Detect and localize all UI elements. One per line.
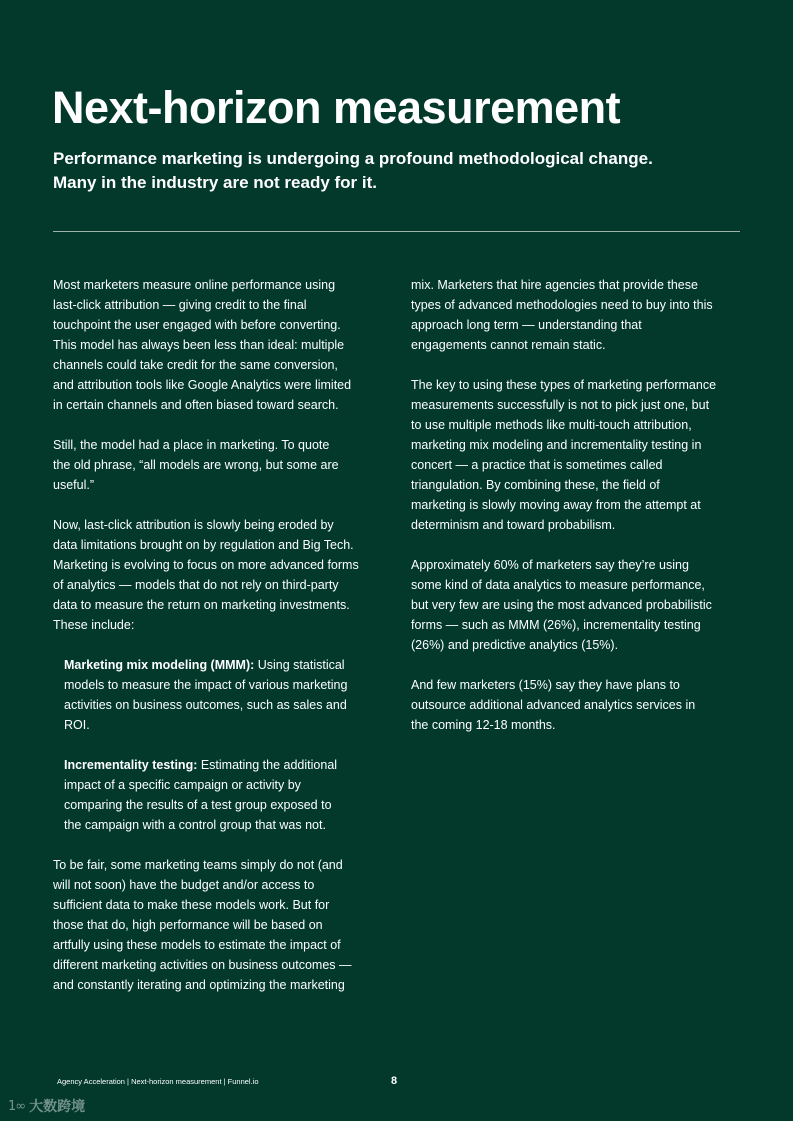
paragraph-last-click	[53, 275, 393, 415]
text-line: ROI.	[64, 718, 90, 732]
watermark	[8, 1096, 85, 1116]
text-line: The key to using these types of marketing performance	[411, 378, 717, 392]
text-line: determinism and toward probabilism.	[411, 518, 616, 532]
title-divider	[53, 231, 740, 232]
text-line: measurements successfully is not to pick just one, but	[411, 398, 710, 412]
text-line: those that do, high performance will be based on	[53, 918, 323, 932]
text-line: artfully using these models to estimate the impact of	[53, 938, 341, 952]
paragraph-models-quote	[53, 435, 393, 495]
definition-incrementality	[53, 755, 393, 835]
text-line: marketing mix modeling and incrementality testing in	[411, 438, 702, 452]
right-column	[411, 275, 751, 755]
text-line: the coming 12-18 months.	[411, 718, 556, 732]
text-line: channels could take credit for the same conversion,	[53, 358, 338, 372]
text-line: last-click attribution — giving credit to the final	[53, 298, 307, 312]
text-line: of analytics — models that do not rely on third-party	[53, 578, 339, 592]
text-line: Now, last-click attribution is slowly being eroded by	[53, 518, 334, 532]
text-line: some kind of data analytics to measure performance,	[411, 578, 705, 592]
paragraph-to-be-fair	[53, 855, 393, 995]
text-line: mix. Marketers that hire agencies that provide these	[411, 278, 698, 292]
text-line: And few marketers (15%) say they have plans to	[411, 678, 680, 692]
text-line: types of advanced methodologies need to buy into this	[411, 298, 713, 312]
page-subtitle	[53, 147, 733, 195]
text-line	[64, 755, 393, 775]
text-line: will not soon) have the budget and/or access to	[53, 878, 315, 892]
paragraph-agencies	[411, 275, 751, 355]
text-line: data to measure the return on marketing investments.	[53, 598, 350, 612]
subtitle-line: Many in the industry are not ready for it.	[53, 173, 377, 192]
text-line: To be fair, some marketing teams simply do not (and	[53, 858, 343, 872]
footer-source-text: Agency Acceleration | Next-horizon measurement | Funnel.io	[57, 1077, 259, 1086]
page-title: Next-horizon measurement	[52, 82, 621, 133]
text-line: forms — such as MMM (26%), incrementality testing	[411, 618, 701, 632]
paragraph-statistics	[411, 555, 751, 655]
text-line: activities on business outcomes, such as sales and	[64, 698, 347, 712]
text-line: concert — a practice that is sometimes called	[411, 458, 663, 472]
text-line: approach long term — understanding that	[411, 318, 642, 332]
text-line: in certain channels and often biased toward search.	[53, 398, 339, 412]
text-line: engagements cannot remain static.	[411, 338, 606, 352]
text-line: Most marketers measure online performance using	[53, 278, 336, 292]
text-line: These include:	[53, 618, 135, 632]
text-line: different marketing activities on business outcomes —	[53, 958, 352, 972]
text-line: Still, the model had a place in marketing. To quote	[53, 438, 330, 452]
text-line: the campaign with a control group that was not.	[64, 818, 326, 832]
text-line: models to measure the impact of various marketing	[64, 678, 348, 692]
text-line: to use multiple methods like multi-touch attribution,	[411, 418, 692, 432]
text-line: Marketing is evolving to focus on more advanced forms	[53, 558, 359, 572]
paragraph-triangulation	[411, 375, 751, 535]
watermark-text: 大数跨境	[29, 1099, 86, 1115]
text-line: data limitations brought on by regulation and Big Tech.	[53, 538, 354, 552]
definition-term: Incrementality testing:	[64, 758, 198, 772]
page-number: 8	[391, 1075, 398, 1087]
text-line: impact of a specific campaign or activity by	[64, 778, 301, 792]
text-line	[64, 655, 393, 675]
definition-text: Estimating the additional	[197, 758, 338, 772]
text-line: touchpoint the user engaged with before converting.	[53, 318, 341, 332]
text-line: and attribution tools like Google Analytics were limited	[53, 378, 352, 392]
text-line: outsource additional advanced analytics services in	[411, 698, 696, 712]
text-line: triangulation. By combining these, the field of	[411, 478, 660, 492]
paragraph-outsource	[411, 675, 751, 735]
left-column	[53, 275, 393, 1015]
definition-text: Using statistical	[254, 658, 345, 672]
text-line: useful.”	[53, 478, 94, 492]
text-line: Approximately 60% of marketers say they’re using	[411, 558, 689, 572]
definition-mmm	[53, 655, 393, 735]
definition-term: Marketing mix modeling (MMM):	[64, 658, 255, 672]
text-line: sufficient data to make these models work. But for	[53, 898, 330, 912]
text-line: marketing is slowly moving away from the attempt at	[411, 498, 701, 512]
text-line: but very few are using the most advanced probabilistic	[411, 598, 712, 612]
text-line: This model has always been less than ideal: multiple	[53, 338, 345, 352]
text-line: (26%) and predictive analytics (15%).	[411, 638, 619, 652]
text-line: comparing the results of a test group exposed to	[64, 798, 332, 812]
text-line: and constantly iterating and optimizing the marketing	[53, 978, 345, 992]
subtitle-line: Performance marketing is undergoing a profound methodological change.	[53, 149, 653, 168]
watermark-logo-icon: 1∞	[8, 1098, 26, 1114]
text-line: the old phrase, “all models are wrong, but some are	[53, 458, 339, 472]
paragraph-eroded	[53, 515, 393, 635]
